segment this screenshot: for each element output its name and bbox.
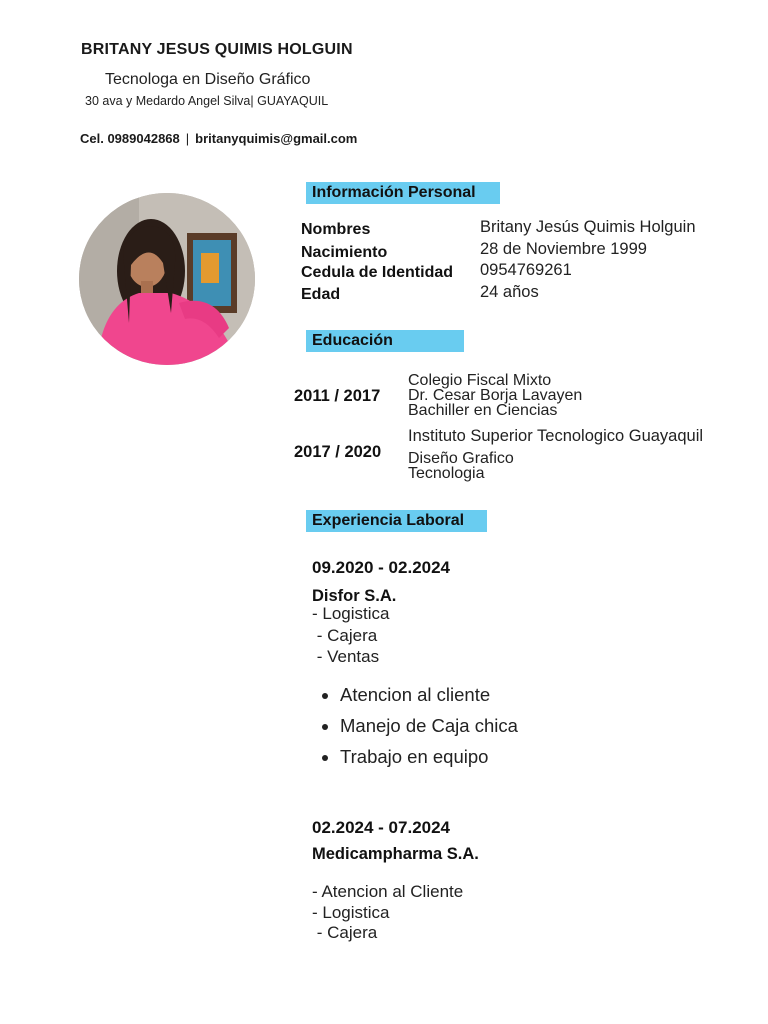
label-cedula: Cedula de Identidad: [301, 264, 454, 281]
contact-line: [80, 131, 357, 146]
job-skill-item: • Trabajo en equipo: [340, 745, 518, 776]
label-nacimiento: Nacimiento: [301, 244, 388, 261]
education-line: Diseño Grafico: [408, 450, 514, 467]
label-nombres: Nombres: [301, 221, 371, 238]
job-dates: 02.2024 - 07.2024: [312, 818, 451, 837]
job-task: - Logistica: [312, 903, 390, 922]
education-line: Tecnologia: [408, 465, 485, 482]
label-edad: Edad: [301, 286, 341, 303]
education-line: Instituto Superior Tecnologico Guayaquil: [408, 427, 704, 445]
education-years: 2017 / 2020: [294, 443, 382, 461]
value-edad: 24 años: [480, 283, 539, 301]
education-line: Dr. Cesar Borja Lavayen: [408, 387, 583, 404]
job-task: - Atencion al Cliente: [312, 882, 464, 901]
email[interactable]: britanyquimis@gmail.com: [195, 131, 358, 146]
profession-title: Tecnologa en Diseño Gráfico: [105, 71, 311, 88]
job-task: - Ventas: [312, 647, 380, 666]
section-header-education: Educación: [306, 330, 464, 352]
job-dates: 09.2020 - 02.2024: [312, 558, 451, 577]
job-skill-item: • Atencion al cliente: [340, 683, 518, 714]
value-nombres: Britany Jesús Quimis Holguin: [480, 218, 696, 236]
phone: Cel. 0989042868: [80, 131, 180, 146]
full-name: BRITANY JESUS QUIMIS HOLGUIN: [81, 41, 353, 58]
job-task: - Cajera: [312, 923, 378, 942]
education-years: 2011 / 2017: [294, 387, 381, 405]
profile-photo: [79, 193, 255, 365]
job-skill-list: [318, 683, 518, 776]
education-line: Colegio Fiscal Mixto: [408, 372, 552, 389]
job-skill-item: • Manejo de Caja chica: [340, 714, 518, 745]
address: 30 ava y Medardo Angel Silva| GUAYAQUIL: [85, 94, 329, 108]
value-cedula: 0954769261: [480, 261, 572, 279]
contact-separator: |: [185, 131, 190, 146]
job-task: - Logistica: [312, 604, 390, 623]
profile-photo-illustration: [79, 193, 255, 365]
job-task: - Cajera: [312, 626, 378, 645]
value-nacimiento: 28 de Noviembre 1999: [480, 240, 647, 258]
job-company: Medicampharma S.A.: [312, 845, 479, 863]
section-header-personal: Información Personal: [306, 182, 500, 204]
job-company: Disfor S.A.: [312, 587, 397, 605]
section-header-experience: Experiencia Laboral: [306, 510, 487, 532]
education-line: Bachiller en Ciencias: [408, 402, 558, 419]
